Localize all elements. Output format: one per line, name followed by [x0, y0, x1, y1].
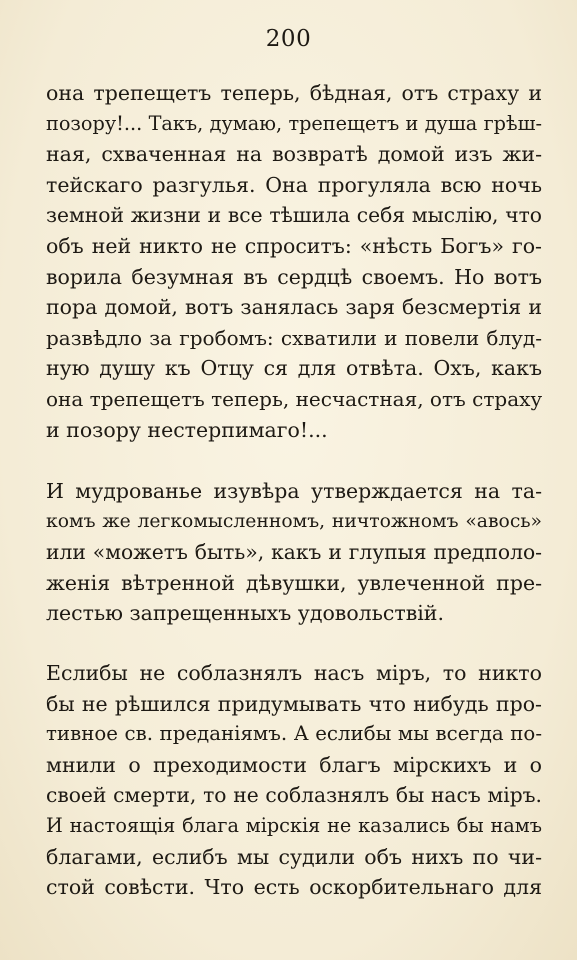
- text-line: тивное св. преданіямъ. А еслибы мы всегда по-: [46, 722, 542, 746]
- paragraph-1: [46, 78, 542, 445]
- text-line: ворила безумная въ сердцѣ своемъ. Но вотъ: [46, 264, 542, 289]
- text-line: ную душу къ Отцу ся для отвѣта. Охъ, какъ: [46, 356, 542, 381]
- paragraph-2: [46, 476, 542, 629]
- text-line: тейскаго разгулья. Она прогуляла всю ночь: [46, 172, 542, 197]
- text-line: своей смерти, то не соблазнялъ бы насъ міръ.: [46, 783, 542, 808]
- text-line: она трепещетъ теперь, бѣдная, отъ страху и: [46, 81, 542, 105]
- text-line: объ ней никто не спроситъ: «нѣсть Богъ» го-: [46, 233, 542, 258]
- text-line: Еслибы не соблазнялъ насъ міръ, то никто: [46, 661, 542, 685]
- paragraph-3: [46, 658, 542, 903]
- text-line: женія вѣтренной дѣвушки, увлеченной пре-: [46, 570, 542, 595]
- text-line: и позору нестерпимаго!...: [46, 417, 328, 442]
- text-line: стой совѣсти. Что есть оскорбительнаго для: [46, 875, 542, 900]
- text-line: позору!... Такъ, думаю, трепещетъ и душа грѣш-: [46, 111, 542, 135]
- text-line: бы не рѣшился придумывать что нибудь про-: [46, 691, 542, 716]
- text-line: лестью запрещенныхъ удовольствій.: [46, 601, 444, 626]
- text-line: она трепещетъ теперь, несчастная, отъ страху: [46, 386, 542, 411]
- text-line: или «можетъ быть», какъ и глупыя предполо-: [46, 540, 542, 565]
- text-line: развѣдло за гробомъ: схватили и повели блуд-: [46, 325, 542, 350]
- text-line: благами, еслибъ мы судили объ нихъ по чи-: [46, 844, 542, 869]
- text-line: И настоящія блага мірскія не казались бы намъ: [46, 813, 542, 837]
- text-line: И мудрованье изувѣра утверждается на та-: [46, 479, 542, 503]
- text-line: комъ же легкомысленномъ, ничтожномъ «авось»: [46, 510, 542, 532]
- text-line: пора домой, вотъ занялась заря безсмертія и: [46, 295, 542, 320]
- text-line: ная, схваченная на возвратѣ домой изъ жи-: [46, 142, 542, 167]
- text-line: земной жизни и все тѣшила себя мыслію, что: [46, 203, 542, 228]
- text-line: мнили о преходимости благъ мірскихъ и о: [46, 752, 542, 777]
- page-number: 200: [265, 26, 312, 52]
